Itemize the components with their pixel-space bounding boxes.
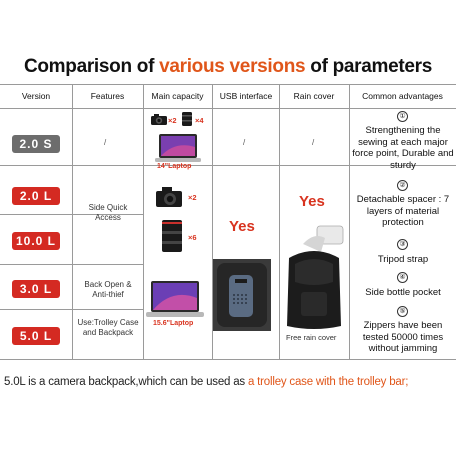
- advantage-text: Side bottle pocket: [365, 287, 441, 298]
- camera-count: ×2: [188, 193, 197, 202]
- advantage-text: Detachable spacer : 7 layers of material protection: [356, 194, 450, 228]
- usb-yes: Yes: [229, 218, 255, 235]
- usb-port-image: [213, 259, 271, 331]
- feature-trolley: Use:Trolley Case and Backpack: [77, 318, 139, 337]
- title-highlight: various versions: [159, 56, 306, 77]
- advantage-number: ④: [397, 272, 408, 283]
- camera-icon: [155, 186, 183, 208]
- header-usb: USB interface: [219, 90, 273, 101]
- feature-back-open: Back Open & Anti-thief: [84, 280, 132, 299]
- lens-icon: [160, 219, 184, 253]
- table-line: [72, 84, 73, 360]
- table-line: [143, 84, 144, 360]
- table-line: [0, 108, 456, 109]
- table-line: [0, 264, 143, 265]
- header-common: Common advantages: [362, 90, 443, 101]
- camera-count: ×2: [168, 116, 177, 125]
- title-part1: Comparison of: [23, 56, 160, 77]
- usb-none: /: [243, 138, 246, 147]
- table-line: [349, 84, 350, 360]
- advantage-text: Tripod strap: [377, 254, 429, 265]
- advantage-number: ①: [397, 111, 408, 122]
- advantage-number: ③: [397, 239, 408, 250]
- page-title: [0, 56, 456, 78]
- footer-highlight: a trolley case with the trolley bar;: [247, 376, 409, 388]
- laptop-icon: [146, 280, 204, 318]
- title-part2: of parameters: [305, 56, 433, 77]
- header-capacity: Main capacity: [151, 90, 204, 101]
- advantage-number: ⑤: [397, 306, 408, 317]
- footer-part1: 5.0L is a camera backpack,which can be used as: [4, 376, 248, 388]
- footer-note: [4, 376, 456, 388]
- laptop-size-label: 15.6"Laptop: [153, 320, 194, 327]
- header-features: Features: [90, 90, 125, 101]
- version-badge: 3.0 L: [12, 280, 60, 298]
- lens-icon: [181, 111, 193, 127]
- advantage-text: Zippers have been tested 50000 times without jamming: [362, 320, 444, 354]
- header-version: Version: [21, 90, 51, 101]
- table-line: [0, 309, 143, 310]
- table-line: [0, 359, 456, 360]
- version-badge: 2.0 L: [12, 187, 60, 205]
- laptop-icon: [155, 133, 201, 163]
- camera-icon: [150, 113, 168, 126]
- feature-side-access: Side Quick Access: [88, 203, 128, 222]
- table-line: [279, 84, 280, 360]
- header-rain: Rain cover: [293, 90, 335, 101]
- lens-count: ×4: [195, 116, 204, 125]
- advantage-text: Strengthening the sewing at each major force point, Durable and sturdy: [352, 125, 454, 171]
- feature-none: /: [104, 138, 107, 147]
- advantage-number: ②: [397, 180, 408, 191]
- rain-none: /: [312, 138, 315, 147]
- rain-cover-image: [281, 222, 347, 332]
- rain-yes: Yes: [299, 193, 325, 210]
- rain-cover-caption: Free rain cover: [286, 333, 337, 342]
- version-badge: 5.0 L: [12, 327, 60, 345]
- laptop-size-label: 14"Laptop: [157, 163, 192, 170]
- version-badge: 2.0 S: [12, 135, 60, 153]
- version-badge: 10.0 L: [12, 232, 60, 250]
- lens-count: ×6: [188, 233, 197, 242]
